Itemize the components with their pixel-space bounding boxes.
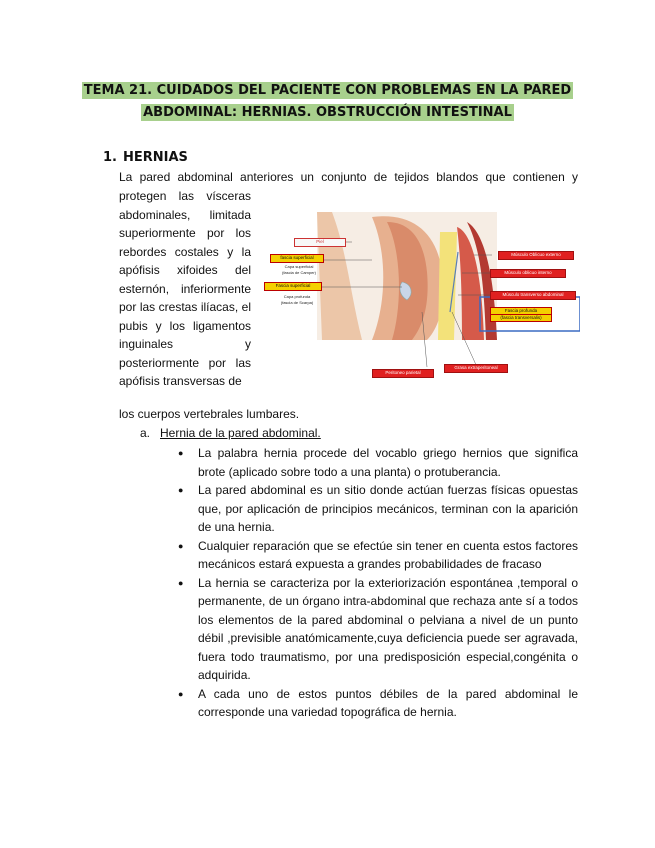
list-item bbox=[172, 574, 578, 685]
intro-first-line: La pared abdominal anteriores un conjunto de tejidos blandos que contienen y bbox=[119, 170, 578, 184]
label-fascia-transversalis: (fascia transversalis) bbox=[490, 314, 552, 322]
list-item bbox=[172, 444, 578, 481]
intro-last-line: los cuerpos vertebrales lumbares. bbox=[119, 407, 300, 421]
bullet-icon: ● bbox=[178, 577, 184, 588]
list-item-text: La palabra hernia procede del vocablo griego hernios que significa brote (aplicado sobre todo a una planta) o protuberancia. bbox=[198, 446, 578, 479]
list-item-text: Cualquier reparación que se efectúe sin tener en cuenta estos factores mecánicos estará expuesta a grandes probabilidades de fracaso bbox=[198, 538, 578, 571]
label-transverso: Músculo transverso abdominal bbox=[490, 291, 576, 300]
subsection-letter: a. bbox=[140, 426, 151, 440]
list-item bbox=[172, 685, 578, 722]
bullet-icon: ● bbox=[178, 688, 184, 699]
subsection-title: Hernia de la pared abdominal. bbox=[160, 426, 321, 440]
label-fascia-profunda: Fascia profunda bbox=[490, 307, 552, 315]
label-capa-superficial: Capa superficial bbox=[284, 264, 314, 269]
document-title bbox=[60, 80, 595, 124]
list-item bbox=[172, 481, 578, 537]
label-fascia-superficial-2: Fascia superficial bbox=[264, 282, 322, 291]
title-line-1: TEMA 21. CUIDADOS DEL PACIENTE CON PROBLEMAS EN LA PARED bbox=[83, 83, 572, 98]
label-grasa-extraperitoneal: Grasa extraperitoneal bbox=[444, 364, 508, 373]
label-peritoneo: Peritoneo parietal bbox=[372, 369, 434, 378]
label-oblicuo-interno: Músculo oblicuo interno bbox=[490, 269, 566, 278]
intro-wrapped-text: protegen las vísceras abdominales, limitada superiormente por los rebordes costales y la apófisis xifoides del esternón, inferiormente por las crestas ilíacas, el pubis y los ligamentos inguinales y posteriormente por las apófisis transversas de bbox=[119, 189, 251, 388]
label-piel: Piel bbox=[294, 238, 346, 247]
section-number: 1. bbox=[103, 150, 117, 165]
subsection-heading bbox=[140, 426, 321, 440]
list-item-text: A cada uno de estos puntos débiles de la pared abdominal le corresponde una variedad topográfica de hernia. bbox=[198, 686, 578, 719]
bullet-list bbox=[172, 444, 578, 722]
title-line-2: ABDOMINAL: HERNIAS. OBSTRUCCIÓN INTESTINAL bbox=[143, 105, 512, 120]
label-oblicuo-externo: Músculo Oblicuo externo bbox=[498, 251, 574, 260]
list-item bbox=[172, 537, 578, 574]
label-fascia-camper: (fascia de Camper) bbox=[281, 270, 316, 275]
label-fascia-superficial-1: fascia superficial bbox=[270, 254, 324, 263]
abdominal-wall-figure bbox=[262, 212, 580, 384]
section-heading bbox=[103, 150, 188, 165]
label-fascia-scarpa: (fascia de Scarpa) bbox=[280, 300, 314, 305]
label-capa-profunda: Capa profunda bbox=[283, 294, 311, 299]
bullet-icon: ● bbox=[178, 485, 184, 495]
bullet-icon: ● bbox=[178, 540, 184, 551]
list-item-text: La hernia se caracteriza por la exteriorización espontánea ,temporal o permanente, de un órgano intra-abdominal que rechaza ante sí a todos los elementos de la pared abdominal o pelviana a nivel de un punto débil ,previsible anatómicamente,cuya deficiencia puede ser agravada, fuera todo traumatismo, por una predisposición especial,congénita o adquirida. bbox=[198, 575, 578, 682]
list-item-text: La pared abdominal es un sitio donde actúan fuerzas físicas opuestas que, por aplicación de principios mecánicos, terminan con la aparición de una hernia. bbox=[198, 483, 578, 534]
section-title: HERNIAS bbox=[123, 150, 188, 165]
bullet-icon: ● bbox=[178, 448, 184, 458]
